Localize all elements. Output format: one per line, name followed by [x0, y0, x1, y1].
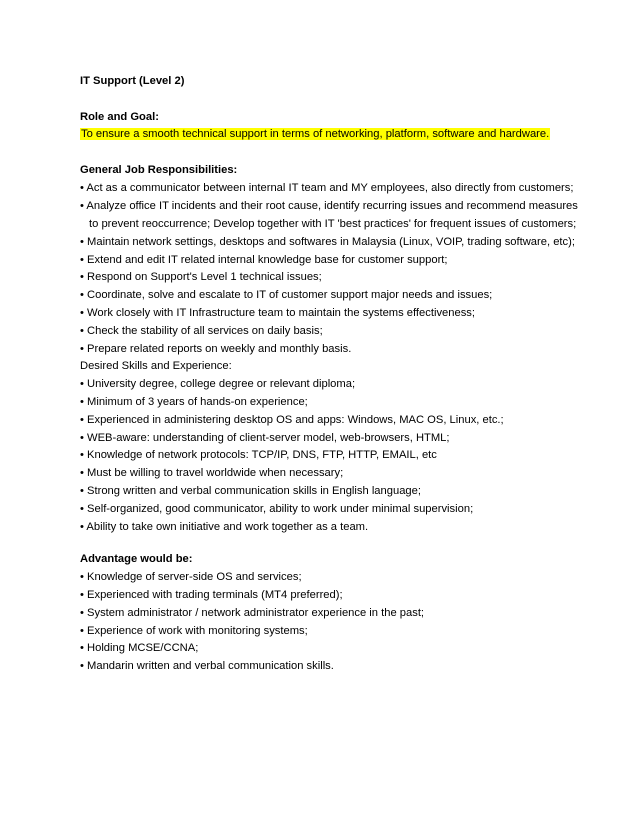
advantage-heading: Advantage would be: — [80, 553, 193, 565]
responsibility-item: • Analyze office IT incidents and their root cause, identify recurring issues and recommend measures — [80, 200, 578, 212]
role-heading: Role and Goal: — [80, 111, 159, 123]
role-goal-highlight: To ensure a smooth technical support in terms of networking, platform, software and hardware. — [81, 128, 550, 140]
responsibility-item: • Act as a communicator between internal IT team and MY employees, also directly from customers; — [80, 182, 574, 194]
advantage-item: • Knowledge of server-side OS and services; — [80, 571, 302, 583]
skill-item: • Strong written and verbal communication skills in English language; — [80, 485, 421, 497]
skill-item: • Must be willing to travel worldwide when necessary; — [80, 467, 344, 479]
skill-item: • Minimum of 3 years of hands-on experience; — [80, 396, 308, 408]
skill-item: • Self-organized, good communicator, ability to work under minimal supervision; — [80, 503, 474, 515]
advantage-item: • Experienced with trading terminals (MT4 preferred); — [80, 589, 343, 601]
responsibility-item: • Respond on Support's Level 1 technical issues; — [80, 271, 322, 283]
advantage-item: • Experience of work with monitoring systems; — [80, 625, 308, 637]
skill-item: • University degree, college degree or relevant diploma; — [80, 378, 356, 390]
document-title: IT Support (Level 2) — [80, 75, 185, 87]
advantage-item: • System administrator / network administrator experience in the past; — [80, 607, 425, 619]
responsibility-item: • Work closely with IT Infrastructure team to maintain the systems effectiveness; — [80, 307, 476, 319]
skill-item: • Knowledge of network protocols: TCP/IP, DNS, FTP, HTTP, EMAIL, etc — [80, 449, 437, 461]
skill-item: • Ability to take own initiative and work together as a team. — [80, 521, 369, 533]
responsibilities-heading: General Job Responsibilities: — [80, 164, 238, 176]
responsibility-item-continuation: to prevent reoccurrence; Develop together with IT 'best practices' for frequent issues of customers; — [89, 218, 577, 230]
responsibility-item: • Extend and edit IT related internal knowledge base for customer support; — [80, 254, 448, 266]
skill-item: • Experienced in administering desktop OS and apps: Windows, MAC OS, Linux, etc.; — [80, 414, 504, 426]
responsibility-item: • Maintain network settings, desktops and softwares in Malaysia (Linux, VOIP, trading software, etc); — [80, 236, 575, 248]
responsibility-item: • Coordinate, solve and escalate to IT of customer support major needs and issues; — [80, 289, 493, 301]
skill-item: • WEB-aware: understanding of client-server model, web-browsers, HTML; — [80, 432, 450, 444]
responsibility-item: • Prepare related reports on weekly and monthly basis. — [80, 343, 352, 355]
skills-heading: Desired Skills and Experience: — [80, 360, 232, 372]
advantage-item: • Mandarin written and verbal communication skills. — [80, 660, 334, 672]
advantage-item: • Holding MCSE/CCNA; — [80, 642, 199, 654]
responsibility-item: • Check the stability of all services on daily basis; — [80, 325, 323, 337]
role-goal — [80, 127, 550, 141]
